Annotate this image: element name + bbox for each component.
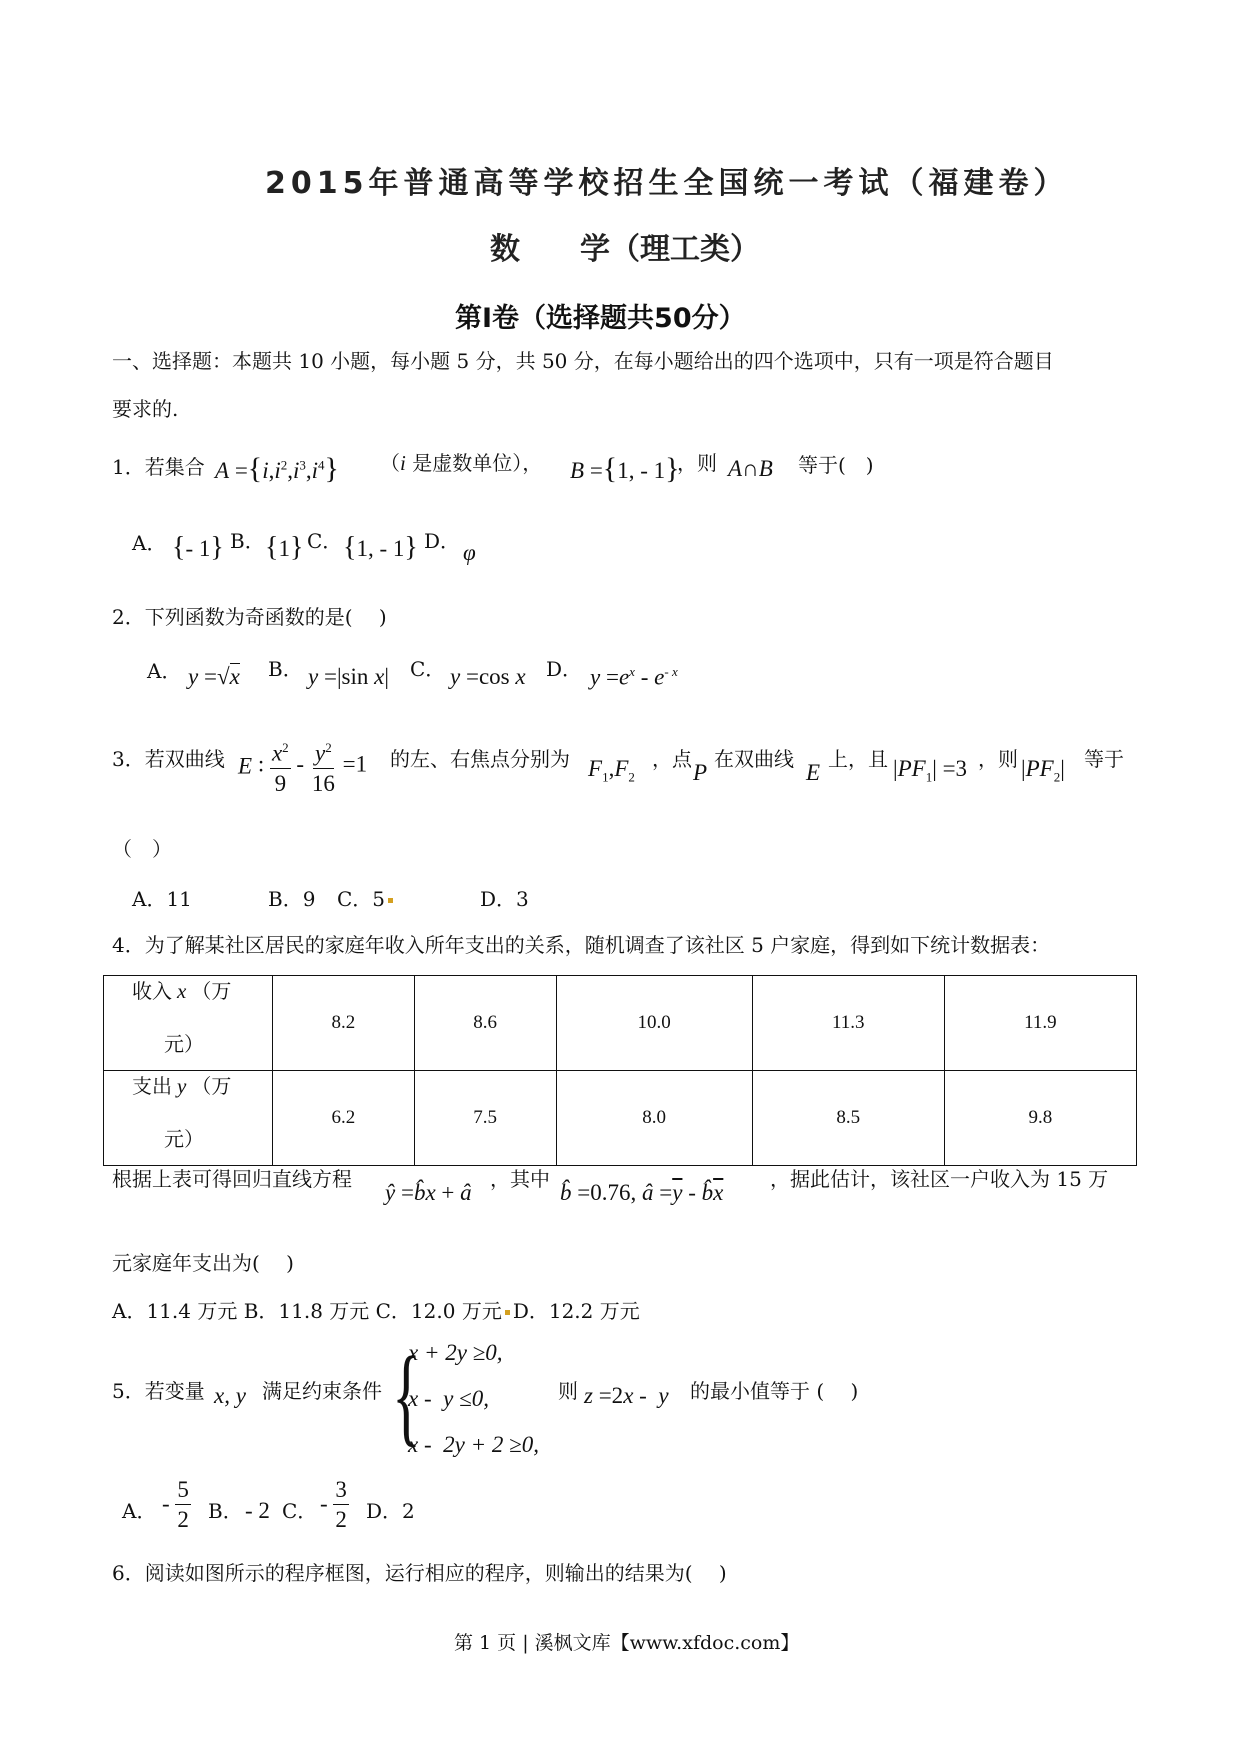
q2-option-a-label: A． <box>147 659 182 683</box>
q4-after1: 根据上表可得回归直线方程 <box>112 1167 352 1191</box>
q1-prefix: 1．若集合 <box>112 455 205 479</box>
q1-option-a: {- 1} <box>172 532 224 563</box>
exam-title: 2015年普通高等学校招生全国统一考试（福建卷） <box>265 166 1069 201</box>
q1-set-b: B ={1, - 1} <box>570 452 680 485</box>
q3-ask: 等于 <box>1084 747 1124 771</box>
q3-option-d: D．3 <box>480 887 529 911</box>
q3-condition: $|PF_1| =3$ <box>893 756 968 785</box>
q5-prefix: 5．若变量 <box>112 1379 205 1403</box>
table-row <box>104 1071 1137 1166</box>
row-label-income: 收入 x （万 元） <box>104 976 273 1071</box>
q5-constraint-1: x + 2y ≥0, <box>408 1340 503 1365</box>
q4-after3: ，据此估计，该社区一户收入为 15 万 <box>770 1167 1109 1191</box>
income-cell: 11.3 <box>752 976 944 1071</box>
q2-option-c-label: C． <box>410 657 446 681</box>
q5-then: 则 <box>558 1379 578 1403</box>
expense-cell: 8.5 <box>752 1071 944 1166</box>
q1-set-a: $A =\{i,i^2,i^3,i^4\}$ <box>215 452 339 485</box>
q3-mid3: 在双曲线 <box>714 747 794 771</box>
instructions-line1: 一、选择题：本题共 10 小题，每小题 5 分，共 50 分，在每小题给出的四个选项中，只有一项是符合题目 <box>112 349 1054 373</box>
q2-option-a: y =√x <box>188 664 240 689</box>
q3-mid4: 上，且 <box>828 747 888 771</box>
q5-variables: x, y <box>214 1383 246 1408</box>
q1-option-d-label: D． <box>424 529 461 553</box>
q3-mid2: ，点 <box>652 747 692 771</box>
q5-mid: 满足约束条件 <box>262 1379 382 1403</box>
q4-after4: 元家庭年支出为( ) <box>112 1251 294 1275</box>
income-cell: 11.9 <box>944 976 1136 1071</box>
income-cell: 10.0 <box>556 976 752 1071</box>
q6-stem: 6．阅读如图所示的程序框图，运行相应的程序，则输出的结果为( ) <box>112 1561 727 1585</box>
q3-option-c: C．5 <box>337 886 396 912</box>
income-cell: 8.6 <box>414 976 556 1071</box>
q2-option-b: y =|sin x| <box>308 664 389 689</box>
subject-title: 数 学（理工类） <box>490 232 760 267</box>
q4-coefficients: b̂ =0.76, â $=\overline{y}$ - $b̂\overline{x}$ <box>560 1180 724 1205</box>
q2-option-c: y =cos x <box>450 664 526 689</box>
q2-option-b-label: B． <box>268 657 303 681</box>
q5-brace: { <box>392 1334 422 1456</box>
q2-option-d: $y =e^x - e^{- x}$ <box>590 664 678 690</box>
q3-mid5: ，则 <box>978 747 1018 771</box>
q3-target: $|PF_2|$ <box>1021 756 1065 785</box>
q3-prefix: 3．若双曲线 <box>112 747 225 771</box>
q5-option-c: - $\frac{3}{2}$ <box>320 1477 347 1532</box>
q5-option-b: - 2 <box>245 1498 270 1523</box>
q1-intersection: A∩B <box>728 456 773 481</box>
instructions-line2: 要求的. <box>112 397 179 421</box>
q1-then: ，则 <box>677 451 717 475</box>
q1-option-c: {1, - 1} <box>343 532 418 563</box>
expense-cell: 8.0 <box>556 1071 752 1166</box>
part-title: 第Ⅰ卷（选择题共50分） <box>455 303 746 334</box>
q1-ask: 等于( ) <box>798 453 874 477</box>
q5-option-a-label: A． <box>122 1499 157 1523</box>
q3-option-b: B．9 <box>268 887 316 911</box>
q3-foci: $F_1,F_2$ <box>588 756 635 785</box>
q1-option-d: φ <box>463 540 476 565</box>
expense-cell: 6.2 <box>273 1071 415 1166</box>
page-footer: 第 1 页 | 溪枫文库【www.xfdoc.com】 <box>454 1632 800 1654</box>
q5-option-b-label: B． <box>208 1499 243 1523</box>
q4-after2: ，其中 <box>490 1167 550 1191</box>
q3-mid1: 的左、右焦点分别为 <box>390 747 570 771</box>
row-label-expense: 支出 y （万 元） <box>104 1071 273 1166</box>
q1-option-b-label: B． <box>230 529 265 553</box>
q3-point: P <box>693 760 708 785</box>
q5-constraint-3: x - 2y + 2 ≥0, <box>408 1432 539 1457</box>
q5-option-c-label: C． <box>282 1499 318 1523</box>
q5-option-d: D．2 <box>366 1499 415 1523</box>
q5-constraint-2: x - y ≤0, <box>408 1386 489 1411</box>
income-cell: 8.2 <box>273 976 415 1071</box>
q3-paren: （ ） <box>112 837 172 861</box>
q4-data-table <box>103 975 1137 1166</box>
q1-option-b: {1} <box>265 532 304 563</box>
q4-options: A．11.4 万元 B．11.8 万元 C．12.0 万元 D．12.2 万元 <box>112 1299 640 1323</box>
q3-hyperbola: E : $\frac{x^2}{9}$ - $\frac{y^2}{16}$ =1 <box>238 734 367 799</box>
q5-option-a: - $\frac{5}{2}$ <box>162 1477 189 1532</box>
q1-note: （i 是虚数单位）， <box>380 451 543 475</box>
q4-stem: 4．为了解某社区居民的家庭年收入所年支出的关系，随机调查了该社区 5 户家庭，得到如下统计数据表： <box>112 933 1051 957</box>
q3-curve-name: E <box>806 760 821 785</box>
q3-option-a: A．11 <box>132 887 192 911</box>
q1-option-c-label: C． <box>307 529 343 553</box>
q5-objective: z =2x - y <box>584 1383 669 1408</box>
expense-cell: 9.8 <box>944 1071 1136 1166</box>
table-row <box>104 976 1137 1071</box>
q1-option-a-label: A． <box>132 531 167 555</box>
expense-cell: 7.5 <box>414 1071 556 1166</box>
q2-stem: 2．下列函数为奇函数的是( ) <box>112 605 387 629</box>
q4-regression-eq: ŷ =b̂x + â <box>385 1180 472 1205</box>
q2-option-d-label: D． <box>546 657 583 681</box>
q5-ask: 的最小值等于 ( ) <box>690 1379 859 1403</box>
